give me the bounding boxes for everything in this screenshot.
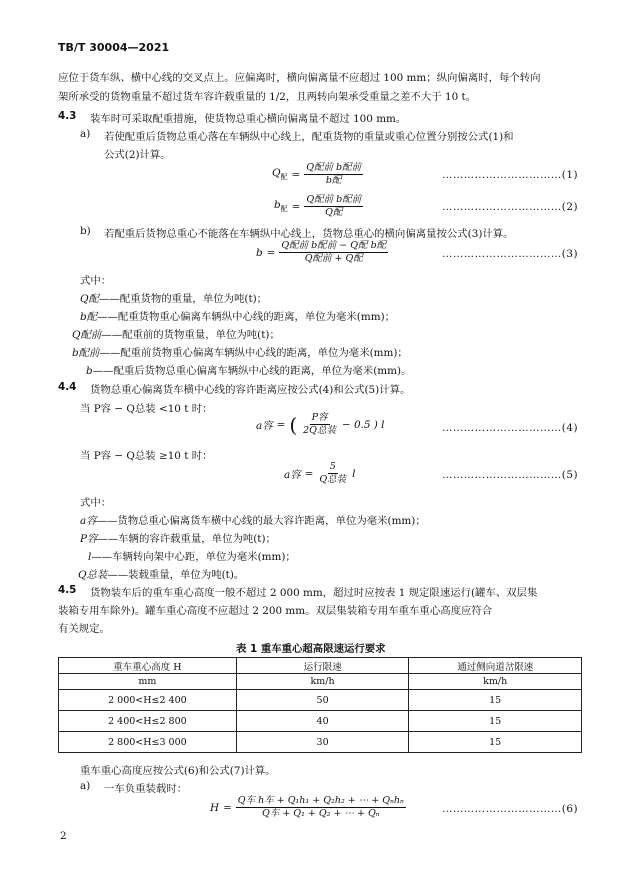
eq-fraction: $\frac{\text{Q配前 b配前}}{\text{Q配}}$ xyxy=(306,194,362,218)
table-caption: 表 1 重车重心超高限速运行要求 xyxy=(236,643,386,655)
definition-row: Q配——配重货物的重量，单位为吨(t)； xyxy=(80,293,268,305)
section-4-5-line: 装箱专用车除外)。罐车重心高度不应超过 2 200 mm。双层集装箱专用车重车重心高度应符合 xyxy=(58,605,493,617)
eq-fraction: $\frac{\text{Q配前 b配前}}{\text{b配}}$ xyxy=(306,162,362,186)
header-cell: 运行限速 xyxy=(236,658,409,674)
table-cell: 2 000<H≤2 400 xyxy=(59,690,237,711)
where-label: 式中： xyxy=(80,275,112,287)
table-row xyxy=(59,690,582,711)
unit-cell: mm xyxy=(59,674,237,690)
equation-4: a容 = ( $\frac{\text{P容}}{\text{2Q总装}}$ − 0.5 ) l xyxy=(256,412,385,437)
equation-leader: ……………………………(6) xyxy=(442,803,579,815)
where-label: 式中： xyxy=(80,497,112,509)
section-number-4-4: 4.4 xyxy=(58,381,77,393)
table-cell: 2 800<H≤3 000 xyxy=(59,732,237,753)
equation-5: a容 = $\frac{5}{\text{Q总装}}$ l xyxy=(284,461,356,485)
item-b-label: b) xyxy=(80,225,91,237)
eq-fraction: $\frac{\text{P容}}{\text{2Q总装}}$ xyxy=(303,412,336,436)
equation-leader: ……………………………(1) xyxy=(442,169,579,181)
eq-lhs: $b_配$ xyxy=(274,198,288,214)
unit-cell: km/h xyxy=(409,674,582,690)
equation-leader: ……………………………(3) xyxy=(442,248,579,260)
table-cell: 30 xyxy=(236,732,409,753)
equation-leader: ……………………………(5) xyxy=(442,469,579,481)
definition-row: Q总装——装载重量，单位为吨(t)。 xyxy=(78,569,245,581)
item-a-text: 公式(2)计算。 xyxy=(104,149,171,161)
paragraph-line: 重车重心高度应按公式(6)和公式(7)计算。 xyxy=(80,765,276,777)
equation-1: $Q_配$ = $\frac{\text{Q配前 b配前}}{\text{b配}}$ xyxy=(272,162,362,186)
definition-row: P容——车辆的容许载重量，单位为吨(t)； xyxy=(80,533,276,545)
paragraph-line: 架所承受的货物重量不超过货车容许载重量的 1/2，且两转向架承受重量之差不大于 10 t。 xyxy=(58,91,477,103)
header-cell: 重车重心高度 H xyxy=(59,658,237,674)
table-cell: 50 xyxy=(236,690,409,711)
section-number-4-5: 4.5 xyxy=(58,584,77,596)
table-cell: 40 xyxy=(236,711,409,732)
equation-leader: ……………………………(4) xyxy=(442,422,579,434)
unit-cell: km/h xyxy=(236,674,409,690)
table-unit-row xyxy=(59,674,582,690)
equation-leader: ……………………………(2) xyxy=(442,201,579,213)
table-cell: 15 xyxy=(409,711,582,732)
eq-fraction: $\frac{\text{Q配前 b配前 − Q配 b配}}{\text{Q配前 + Q配}}$ xyxy=(281,240,387,264)
table-cell: 15 xyxy=(409,690,582,711)
speed-limit-table xyxy=(58,657,582,753)
item-a-label: a) xyxy=(80,780,91,792)
definition-row: b配前——配重前货物重心偏离车辆纵中心线的距离，单位为毫米(mm)； xyxy=(72,347,408,359)
eq-fraction: $\frac{5}{\text{Q总装}}$ xyxy=(319,461,347,485)
page-number: 2 xyxy=(60,830,67,842)
eq-lhs: $Q_配$ xyxy=(272,166,288,182)
definition-row: b——配重后货物总重心偏离车辆纵中心线的距离，单位为毫米(mm)。 xyxy=(86,365,412,377)
table-cell: 2 400<H≤2 800 xyxy=(59,711,237,732)
table-cell: 15 xyxy=(409,732,582,753)
paragraph-line: 应位于货车纵、横中心线的交叉点上。应偏离时，横向偏离量不应超过 100 mm；纵向偏离时，每个转向 xyxy=(58,72,541,84)
definition-row: l——车辆转向架中心距，单位为毫米(mm)； xyxy=(88,551,296,563)
definition-row: a容——货物总重心偏离货车横中心线的最大容许距离，单位为毫米(mm)； xyxy=(80,515,426,527)
eq-fraction: $\frac{\text{Q车 h车 + Q₁h₁ + Q₂h₂ + ⋯ + Qₙhₙ}}{\text{Q车 + Q₁ + Q₂ + ⋯ + Qₙ}}$ xyxy=(237,795,404,819)
definition-row: Q配前——配重前的货物重量，单位为吨(t)； xyxy=(72,329,280,341)
item-b-text: 若配重后货物总重心不能落在车辆纵中心线上，货物总重心的横向偏离量按公式(3)计算。 xyxy=(104,228,514,240)
equation-2: $b_配$ = $\frac{\text{Q配前 b配前}}{\text{Q配}}$ xyxy=(274,194,362,218)
header-cell: 通过侧向道岔限速 xyxy=(409,658,582,674)
equation-6: H = $\frac{\text{Q车 h车 + Q₁h₁ + Q₂h₂ + ⋯ + Qₙhₙ}}{\text{Q车 + Q₁ + Q₂ + ⋯ + Qₙ}}$ xyxy=(210,795,404,819)
definition-row: b配——配重货物重心偏离车辆纵中心线的距离，单位为毫米(mm)； xyxy=(80,311,396,323)
item-a-text: 一车负重装载时： xyxy=(104,783,188,795)
equation-3: b = $\frac{\text{Q配前 b配前 − Q配 b配}}{\text{Q配前 + Q配}}$ xyxy=(256,240,387,264)
table-row xyxy=(59,711,582,732)
section-4-4-text: 货物总重心偏离货车横中心线的容许距离应按公式(4)和公式(5)计算。 xyxy=(90,384,411,396)
item-a-text: 若使配重后货物总重心落在车辆纵中心线上，配重货物的重量或重心位置分别按公式(1)和 xyxy=(104,131,514,143)
table-header-row xyxy=(59,658,582,674)
item-a-label: a) xyxy=(80,128,91,140)
table-row xyxy=(59,732,582,753)
standard-number: TB/T 30004—2021 xyxy=(58,41,170,54)
condition-1: 当 P容 − Q总装 <10 t 时： xyxy=(80,403,213,415)
section-number-4-3: 4.3 xyxy=(58,110,77,122)
section-4-3-text: 装车时可采取配重措施，使货物总重心横向偏离量不超过 100 mm。 xyxy=(90,113,407,125)
section-4-5-line: 货物装车后的重车重心高度一般不超过 2 000 mm，超过时应按表 1 规定限速运行(罐车、双层集 xyxy=(90,587,538,599)
section-4-5-line: 有关规定。 xyxy=(58,623,110,635)
condition-2: 当 P容 − Q总装 ≥10 t 时： xyxy=(80,450,213,462)
